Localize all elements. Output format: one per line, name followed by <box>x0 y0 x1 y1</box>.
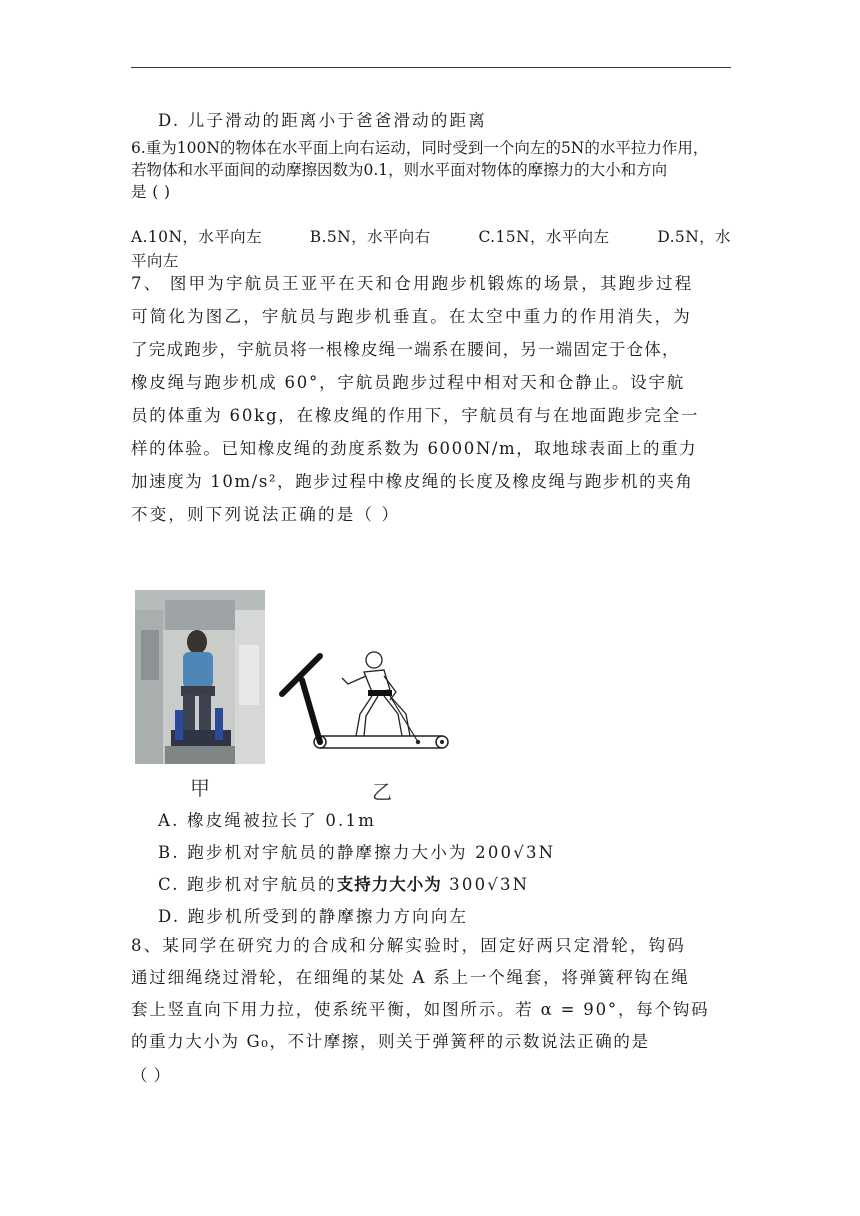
q8-line-2: 通过细绳绕过滑轮，在细绳的某处 A 系上一个绳套，将弹簧秤钩在绳 <box>131 968 690 987</box>
q6-option-b: B.5N，水平向右 <box>309 228 431 246</box>
astronaut-photo <box>135 590 265 764</box>
q8-line-3: 套上竖直向下用力拉，使系统平衡，如图所示。若 α = 90°，每个钩码 <box>131 1000 710 1019</box>
q7-line-1: 7、 图甲为宇航员王亚平在天和仓用跑步机锻炼的场景，其跑步过程 <box>131 274 694 293</box>
q6-line-3: 是 ( ) <box>131 183 171 201</box>
q7-line-4: 橡皮绳与跑步机成 60°，宇航员跑步过程中相对天和仓静止。设宇航 <box>131 373 686 392</box>
q7-line-8: 不变，则下列说法正确的是（ ） <box>131 505 401 524</box>
q7-option-c <box>158 874 529 896</box>
q8-line-1: 8、某同学在研究力的合成和分解实验时，固定好两只定滑轮，钩码 <box>131 936 686 955</box>
q5-option-d: D. 儿子滑动的距离小于爸爸滑动的距离 <box>158 111 487 130</box>
q7-line-6: 样的体验。已知橡皮绳的劲度系数为 6000N/m，取地球表面上的重力 <box>131 439 698 458</box>
q6-line-1: 6.重为100N的物体在水平面上向右运动，同时受到一个向左的5N的水平拉力作用， <box>131 139 709 157</box>
q7-option-c-bold: 支持力大小为 <box>336 875 442 894</box>
treadmill-diagram <box>272 618 462 758</box>
q7-line-2: 可简化为图乙，宇航员与跑步机垂直。在太空中重力的作用消失，为 <box>131 307 692 326</box>
header-rule <box>131 67 731 68</box>
q7-option-b: B. 跑步机对宇航员的静摩擦力大小为 200√3N <box>158 843 556 862</box>
q7-option-a: A. 橡皮绳被拉长了 0.1m <box>158 811 377 830</box>
q6-line-2: 若物体和水平面间的动摩擦因数为0.1，则水平面对物体的摩擦力的大小和方向 <box>131 161 668 179</box>
q6-option-d-cont: 平向左 <box>131 252 179 270</box>
q7-line-5: 员的体重为 60kg，在橡皮绳的作用下，宇航员有与在地面跑步完全一 <box>131 406 700 425</box>
q7-option-c-post: 300√3N <box>441 875 530 894</box>
q6-option-c: C.15N，水平向左 <box>478 228 610 246</box>
q8-line-5: （ ） <box>131 1066 171 1085</box>
q8-line-4: 的重力大小为 G₀，不计摩擦，则关于弹簧秤的示数说法正确的是 <box>131 1032 650 1051</box>
caption-jia: 甲 <box>190 776 210 800</box>
q6-option-d: D.5N，水 <box>657 228 731 246</box>
q6-option-a: A.10N，水平向左 <box>131 228 262 246</box>
q7-option-d: D. 跑步机所受到的静摩擦力方向向左 <box>158 907 469 926</box>
q6-options <box>131 226 731 248</box>
q7-line-3: 了完成跑步，宇航员将一根橡皮绳一端系在腰间，另一端固定于仓体， <box>131 340 680 359</box>
q7-line-7: 加速度为 10m/s²，跑步过程中橡皮绳的长度及橡皮绳与跑步机的夹角 <box>131 472 694 491</box>
caption-yi: 乙 <box>372 780 392 804</box>
q7-option-c-pre: C. 跑步机对宇航员的 <box>158 875 337 894</box>
